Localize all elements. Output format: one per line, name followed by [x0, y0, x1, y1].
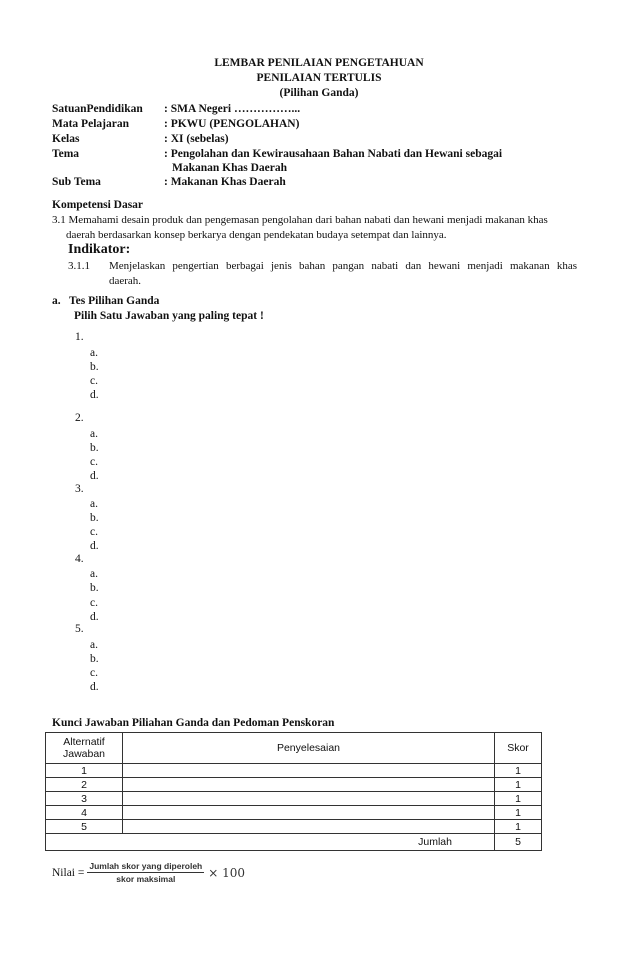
table-row: [46, 792, 542, 806]
column-header-alternatif: Alternatif Jawaban: [46, 733, 123, 764]
nilai-formula: [52, 861, 245, 884]
title-line-2: PENILAIAN TERTULIS: [256, 72, 382, 84]
option-label: c.: [90, 526, 98, 538]
indikator-heading: Indikator:: [68, 242, 131, 257]
option-label: a.: [90, 498, 98, 510]
option-label: a.: [90, 347, 98, 359]
identity-value: : SMA Negeri ……………...: [164, 103, 301, 115]
option-label: d.: [90, 470, 99, 482]
option-label: c.: [90, 597, 98, 609]
cell-penyelesaian: [123, 792, 495, 806]
column-header-skor: Skor: [495, 733, 542, 764]
cell-penyelesaian: [123, 820, 495, 834]
cell-alternatif: 3: [46, 792, 123, 806]
table-row: [46, 806, 542, 820]
option-label: c.: [90, 456, 98, 468]
option-label: b.: [90, 582, 99, 594]
question-number: 5.: [75, 623, 84, 635]
question-number: 1.: [75, 331, 84, 343]
option-label: b.: [90, 653, 99, 665]
cell-penyelesaian: [123, 778, 495, 792]
table-row: [46, 820, 542, 834]
jumlah-value: 5: [495, 834, 542, 851]
cell-penyelesaian: [123, 764, 495, 778]
identity-value-cont: Makanan Khas Daerah: [172, 162, 288, 174]
option-label: b.: [90, 361, 99, 373]
tes-instruction: Pilih Satu Jawaban yang paling tepat !: [74, 310, 264, 322]
column-header-penyelesaian: Penyelesaian: [123, 733, 495, 764]
title-line-3: (Pilihan Ganda): [279, 87, 359, 99]
kompetensi-heading: Kompetensi Dasar: [52, 199, 144, 211]
indikator-text-line-2: daerah.: [109, 275, 142, 287]
option-label: b.: [90, 512, 99, 524]
fraction-denominator: skor maksimal: [116, 874, 176, 884]
cell-alternatif: 4: [46, 806, 123, 820]
cell-skor: 1: [495, 820, 542, 834]
cell-skor: 1: [495, 764, 542, 778]
cell-alternatif: 5: [46, 820, 123, 834]
table-row: [46, 778, 542, 792]
jumlah-label: Jumlah: [46, 834, 495, 851]
question-number: 2.: [75, 412, 84, 424]
identity-label: SatuanPendidikan: [52, 103, 143, 115]
identity-value: : Makanan Khas Daerah: [164, 176, 286, 188]
tes-heading: a. Tes Pilihan Ganda: [52, 295, 160, 307]
identity-value: : PKWU (PENGOLAHAN): [164, 118, 300, 130]
table-header-row: [46, 733, 542, 764]
indikator-number: 3.1.1: [68, 260, 90, 272]
question-number: 3.: [75, 483, 84, 495]
option-label: a.: [90, 568, 98, 580]
option-label: c.: [90, 667, 98, 679]
cell-skor: 1: [495, 792, 542, 806]
cell-penyelesaian: [123, 806, 495, 820]
cell-alternatif: 1: [46, 764, 123, 778]
nilai-label: Nilai =: [52, 866, 85, 879]
option-label: d.: [90, 389, 99, 401]
identity-value: : Pengolahan dan Kewirausahaan Bahan Nabati dan Hewani sebagai: [164, 148, 503, 160]
option-label: b.: [90, 442, 99, 454]
option-label: d.: [90, 681, 99, 693]
table-total-row: [46, 834, 542, 851]
kd-text-line-2: daerah berdasarkan konsep berkarya dengan pendekatan budaya setempat dan lainnya.: [66, 229, 447, 241]
title-line-1: LEMBAR PENILAIAN PENGETAHUAN: [214, 57, 424, 69]
fraction-numerator: Jumlah skor yang diperoleh: [89, 861, 203, 871]
kd-text-line-1: 3.1 Memahami desain produk dan pengemasan pengolahan dari bahan nabati dan hewani menjadi makanan khas: [52, 214, 548, 226]
answer-key-table: [45, 732, 542, 851]
option-label: a.: [90, 428, 98, 440]
identity-value: : XI (sebelas): [164, 133, 229, 145]
option-label: a.: [90, 639, 98, 651]
multiplier: × 100: [208, 865, 246, 880]
option-label: d.: [90, 611, 99, 623]
identity-label: Sub Tema: [52, 176, 101, 188]
option-label: c.: [90, 375, 98, 387]
identity-label: Mata Pelajaran: [52, 118, 129, 130]
cell-alternatif: 2: [46, 778, 123, 792]
indikator-text-line-1: Menjelaskan pengertian berbagai jenis bahan pangan nabati dan hewani menjadi makanan khas: [109, 260, 577, 272]
cell-skor: 1: [495, 806, 542, 820]
page-title: [0, 56, 638, 101]
identity-label: Tema: [52, 148, 80, 160]
question-number: 4.: [75, 553, 84, 565]
kunci-heading: Kunci Jawaban Piliahan Ganda dan Pedoman Penskoran: [52, 717, 335, 729]
table-row: [46, 764, 542, 778]
option-label: d.: [90, 540, 99, 552]
identity-label: Kelas: [52, 133, 80, 145]
nilai-fraction: [87, 861, 204, 884]
cell-skor: 1: [495, 778, 542, 792]
